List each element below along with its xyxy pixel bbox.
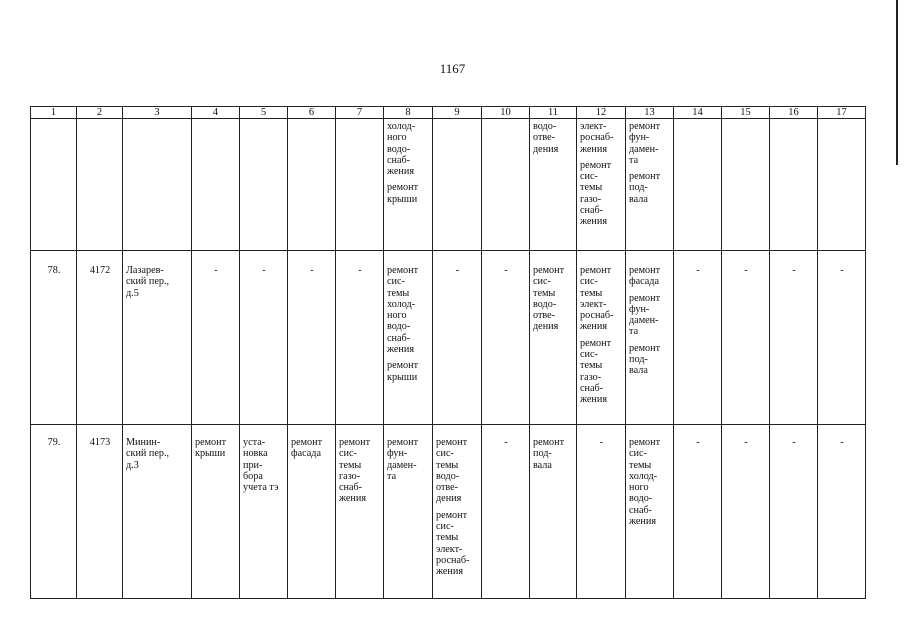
table-cell [288, 119, 336, 251]
cell-entry: - [840, 265, 844, 276]
table-cell [577, 425, 626, 599]
cell-entry: ремонт крыши [195, 437, 227, 460]
cell-entry: - [696, 437, 700, 448]
table-cell [123, 425, 192, 599]
cell-entry: - [262, 265, 266, 276]
cell-entry: холод- ного водо- снаб- жения [387, 121, 416, 178]
table-cell [722, 425, 770, 599]
table-cell [674, 251, 722, 425]
table-cell [530, 119, 577, 251]
cell-entry: ремонт сис- темы водо- отве- дения [436, 437, 468, 505]
table-cell [31, 119, 77, 251]
page-edge-line [896, 0, 898, 165]
column-header-13: 13 [626, 107, 674, 119]
cell-entry: ремонт сис- темы холод- ного водо- снаб- жения [629, 437, 661, 528]
table-cell [77, 425, 123, 599]
column-header-11: 11 [530, 107, 577, 119]
cell-entry: - [744, 265, 748, 276]
table-cell [384, 119, 433, 251]
column-header-14: 14 [674, 107, 722, 119]
column-header-1: 1 [31, 107, 77, 119]
cell-entry: ремонт под- вала [629, 342, 661, 377]
table-cell [674, 119, 722, 251]
table-cell [433, 425, 482, 599]
cell-entry: - [310, 265, 314, 276]
cell-entry: - [744, 437, 748, 448]
cell-entry: Лазарев- ский пер., д.5 [126, 265, 170, 299]
cell-entry: - [455, 265, 460, 276]
table-cell [31, 425, 77, 599]
table-cell [123, 119, 192, 251]
table-cell [577, 251, 626, 425]
column-header-8: 8 [384, 107, 433, 119]
table-cell [482, 425, 530, 599]
cell-entry: ремонт фасада [291, 437, 323, 460]
cell-entry: - [696, 265, 700, 276]
table-cell [770, 119, 818, 251]
table-cell [240, 251, 288, 425]
cell-entry: ремонт сис- темы элект- роснаб- жения [436, 509, 470, 578]
column-header-10: 10 [482, 107, 530, 119]
table-cell [384, 425, 433, 599]
cell-entry: Минин- ский пер., д.3 [126, 437, 170, 471]
cell-entry: 4172 [89, 265, 111, 276]
table-cell [482, 119, 530, 251]
table-cell [192, 119, 240, 251]
header-row [31, 107, 866, 119]
table-cell [818, 251, 866, 425]
table-cell [31, 251, 77, 425]
cell-entry: - [599, 437, 604, 448]
cell-entry: 78. [47, 265, 61, 276]
table-cell [530, 425, 577, 599]
cell-entry: - [358, 265, 362, 276]
column-header-12: 12 [577, 107, 626, 119]
table-cell [288, 425, 336, 599]
table-cell [336, 251, 384, 425]
cell-entry: - [214, 265, 218, 276]
column-header-3: 3 [123, 107, 192, 119]
cell-entry: ремонт под- вала [629, 171, 661, 205]
table-cell [626, 119, 674, 251]
cell-entry: ремонт фун- дамен- та [629, 292, 661, 338]
table-row [31, 119, 866, 251]
cell-entry: ремонт фун- дамен- та [387, 437, 419, 482]
table-cell [336, 119, 384, 251]
cell-entry: ремонт крыши [387, 182, 419, 205]
cell-entry: ремонт под- вала [533, 437, 565, 471]
table-cell [577, 119, 626, 251]
cell-entry: 4173 [89, 437, 111, 448]
table-cell [77, 119, 123, 251]
repair-schedule-table [30, 106, 866, 599]
table-cell [530, 251, 577, 425]
column-header-16: 16 [770, 107, 818, 119]
table-cell [336, 425, 384, 599]
table-cell [384, 251, 433, 425]
cell-entry: уста- новка при- бора учета тэ [243, 437, 279, 494]
cell-entry: ремонт сис- темы холод- ного водо- снаб- жения [387, 265, 419, 356]
table-cell [626, 251, 674, 425]
column-header-15: 15 [722, 107, 770, 119]
cell-entry: - [504, 437, 508, 448]
cell-entry: ремонт сис- темы газо- снаб- жения [580, 159, 612, 228]
cell-entry: ремонт сис- темы элект- роснаб- жения [580, 265, 614, 333]
column-header-6: 6 [288, 107, 336, 119]
table-row [31, 251, 866, 425]
table-cell [626, 425, 674, 599]
column-header-5: 5 [240, 107, 288, 119]
table-cell [722, 251, 770, 425]
table-cell [240, 425, 288, 599]
cell-entry: ремонт сис- темы газо- снаб- жения [339, 437, 371, 505]
table-cell [240, 119, 288, 251]
column-header-9: 9 [433, 107, 482, 119]
column-header-4: 4 [192, 107, 240, 119]
cell-entry: - [792, 265, 796, 276]
cell-entry: ремонт сис- темы газо- снаб- жения [580, 337, 612, 406]
table-cell [192, 251, 240, 425]
cell-entry: водо- отве- дения [533, 121, 559, 155]
cell-entry: ремонт сис- темы водо- отве- дения [533, 265, 565, 333]
cell-entry: - [840, 437, 844, 448]
table-cell [818, 425, 866, 599]
cell-entry: - [792, 437, 796, 448]
table-cell [192, 425, 240, 599]
table-cell [123, 251, 192, 425]
table-cell [433, 119, 482, 251]
table-row [31, 425, 866, 599]
column-header-17: 17 [818, 107, 866, 119]
table-cell [433, 251, 482, 425]
cell-entry: 79. [47, 437, 61, 448]
cell-entry: элект- роснаб- жения [580, 121, 614, 155]
table-cell [77, 251, 123, 425]
column-header-7: 7 [336, 107, 384, 119]
page-number: 1167 [439, 61, 466, 76]
cell-entry: - [504, 265, 508, 276]
cell-entry: ремонт крыши [387, 360, 419, 383]
table-cell [674, 425, 722, 599]
column-header-2: 2 [77, 107, 123, 119]
table-cell [818, 119, 866, 251]
table-cell [482, 251, 530, 425]
table-cell [770, 425, 818, 599]
cell-entry: ремонт фасада [629, 265, 661, 288]
table-cell [288, 251, 336, 425]
table-cell [722, 119, 770, 251]
cell-entry: ремонт фун- дамен- та [629, 121, 661, 166]
table-cell [770, 251, 818, 425]
